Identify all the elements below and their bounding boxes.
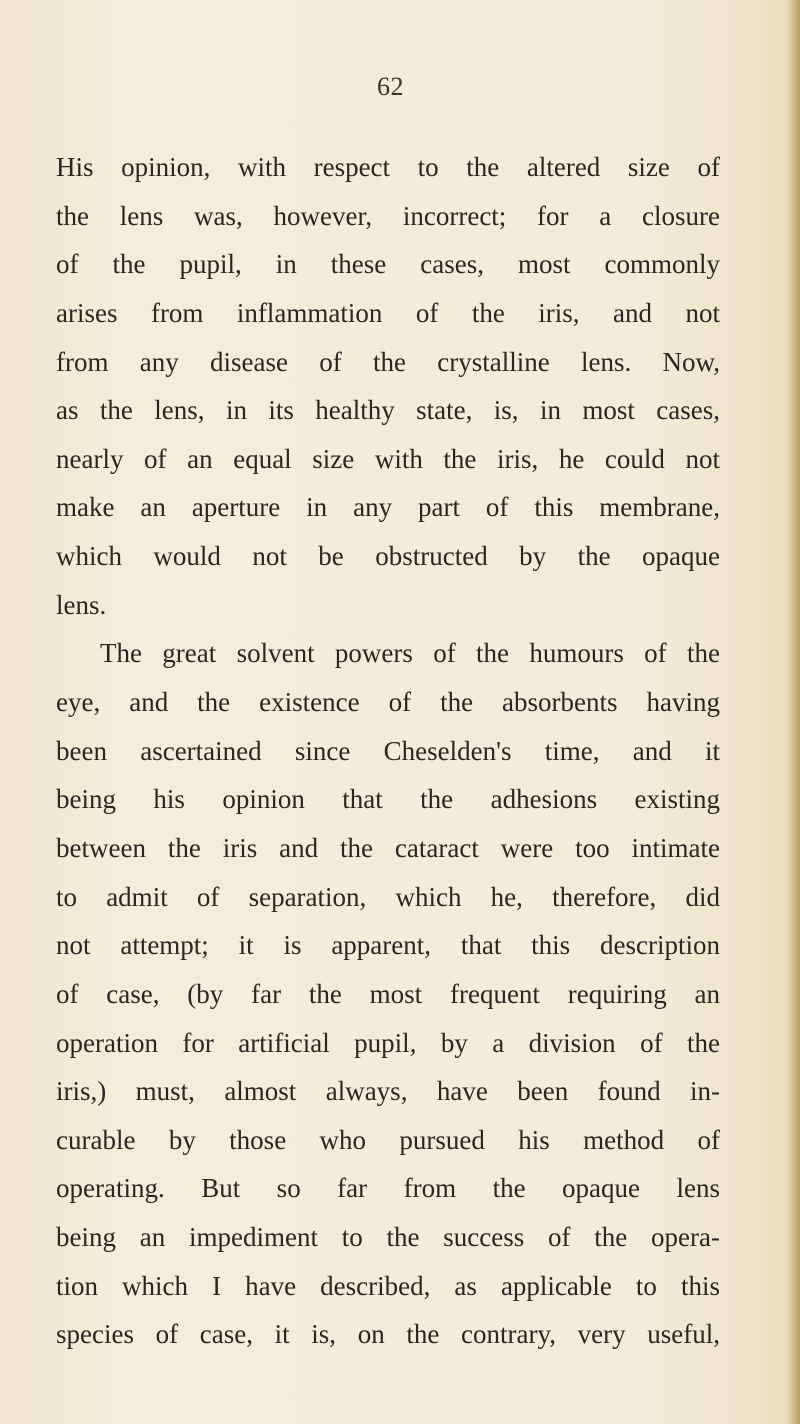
text-line: curable by those who pursued his method of [56,1124,720,1155]
text-line: The great solvent powers of the humours of the [100,638,720,669]
text-line: from any disease of the crystalline lens. Now, [56,346,720,377]
text-line: species of case, it is, on the contrary, very useful, [56,1319,720,1350]
text-line: nearly of an equal size with the iris, he could not [56,443,720,474]
text-line: operating. But so far from the opaque lens [56,1173,720,1204]
text-line: His opinion, with respect to the altered size of [56,152,720,182]
text-line: iris,) must, almost always, have been found in- [56,1076,720,1107]
page-edge-shadow [786,0,800,1424]
text-line: being an impediment to the success of the opera- [56,1222,720,1253]
text-line: tion which I have described, as applicable to this [56,1270,720,1301]
text-line: which would not be obstructed by the opaque [56,541,720,572]
text-line: make an aperture in any part of this membrane, [56,492,720,523]
text-line: been ascertained since Cheselden's time, and it [56,735,720,766]
text-line: eye, and the existence of the absorbents having [56,687,720,718]
text-line: being his opinion that the adhesions existing [56,784,720,815]
text-line: operation for artificial pupil, by a division of the [56,1027,720,1058]
text-line: of the pupil, in these cases, most commonly [56,249,720,280]
text-line: the lens was, however, incorrect; for a closure [56,200,720,231]
text-line: to admit of separation, which he, therefore, did [56,881,720,912]
text-line: lens. [56,589,107,620]
body-text [56,143,720,1359]
text-line: of case, (by far the most frequent requiring an [56,978,720,1009]
text-line: between the iris and the cataract were too intimate [56,832,720,863]
text-line: not attempt; it is apparent, that this description [56,930,720,961]
text-line: arises from inflammation of the iris, and not [56,297,720,328]
page-number: 62 [377,72,404,101]
text-line: as the lens, in its healthy state, is, in most cases, [56,395,720,426]
